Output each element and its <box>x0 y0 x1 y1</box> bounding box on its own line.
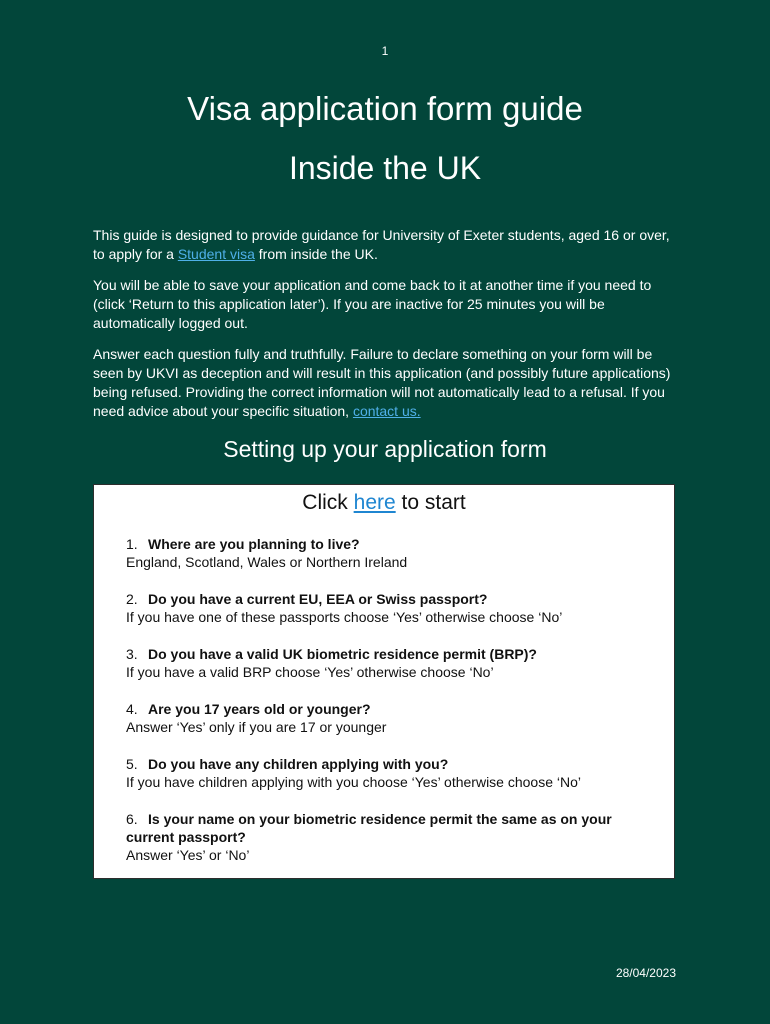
contact-us-link[interactable]: contact us. <box>352 403 421 419</box>
question-answer: If you have children applying with you choose ‘Yes’ otherwise choose ‘No’ <box>126 774 582 790</box>
question-answer: Answer ‘Yes’ or ‘No’ <box>126 847 250 863</box>
click-to-start <box>94 491 674 515</box>
question-title: Are you 17 years old or younger? <box>148 701 371 717</box>
question-answer: If you have a valid BRP choose ‘Yes’ otherwise choose ‘No’ <box>126 664 494 680</box>
question-title: Where are you planning to live? <box>148 536 360 552</box>
question-number: 4. <box>126 701 138 717</box>
question-item <box>126 810 642 864</box>
intro-paragraph-2: You will be able to save your application and come back to it at another time if you need to (click ‘Return to this application later’). If you are inactive for 25 minutes you will be automatically logged out. <box>93 277 652 331</box>
question-list <box>94 535 674 864</box>
intro-p1-text-end: from inside the UK. <box>254 246 378 262</box>
intro-text <box>93 226 683 433</box>
question-number: 5. <box>126 756 138 772</box>
document-date: 28/04/2023 <box>615 966 676 980</box>
click-text: Click <box>302 491 354 514</box>
question-item <box>126 700 642 736</box>
page-number: 1 <box>381 44 389 58</box>
question-item <box>126 535 642 571</box>
question-number: 2. <box>126 591 138 607</box>
question-title: Do you have any children applying with you? <box>148 756 449 772</box>
question-number: 6. <box>126 811 138 827</box>
intro-p1-text: This guide is designed to provide guidance for University of Exeter students, aged 16 or over, to apply for a <box>93 227 670 262</box>
question-item <box>126 645 642 681</box>
question-answer: If you have one of these passports choose ‘Yes’ otherwise choose ‘No’ <box>126 609 563 625</box>
question-answer: Answer ‘Yes’ only if you are 17 or younger <box>126 719 387 735</box>
to-start-text: to start <box>395 491 466 514</box>
question-title: Do you have a valid UK biometric residence permit (BRP)? <box>148 646 537 662</box>
question-item <box>126 590 642 626</box>
question-number: 1. <box>126 536 138 552</box>
question-title: Is your name on your biometric residence permit the same as on your current passport? <box>126 811 612 845</box>
page-subtitle: Inside the UK <box>288 150 482 186</box>
section-heading: Setting up your application form <box>223 436 547 462</box>
intro-paragraph-1 <box>93 226 683 264</box>
start-here-link[interactable]: here <box>353 491 396 514</box>
question-number: 3. <box>126 646 138 662</box>
student-visa-link[interactable]: Student visa <box>177 246 255 262</box>
question-item <box>126 755 642 791</box>
intro-p3-text: Answer each question fully and truthfully. Failure to declare something on your form will be seen by UKVI as deception and will result in this application (and possibly future applications) being refused. Providing the correct information will not automatically lead to a refusal. If you need advice about your specific situation, <box>93 346 671 419</box>
questions-box <box>93 484 675 879</box>
question-title: Do you have a current EU, EEA or Swiss passport? <box>148 591 488 607</box>
question-answer: England, Scotland, Wales or Northern Ireland <box>126 554 408 570</box>
intro-paragraph-3 <box>93 345 683 421</box>
page-title: Visa application form guide <box>187 90 583 127</box>
